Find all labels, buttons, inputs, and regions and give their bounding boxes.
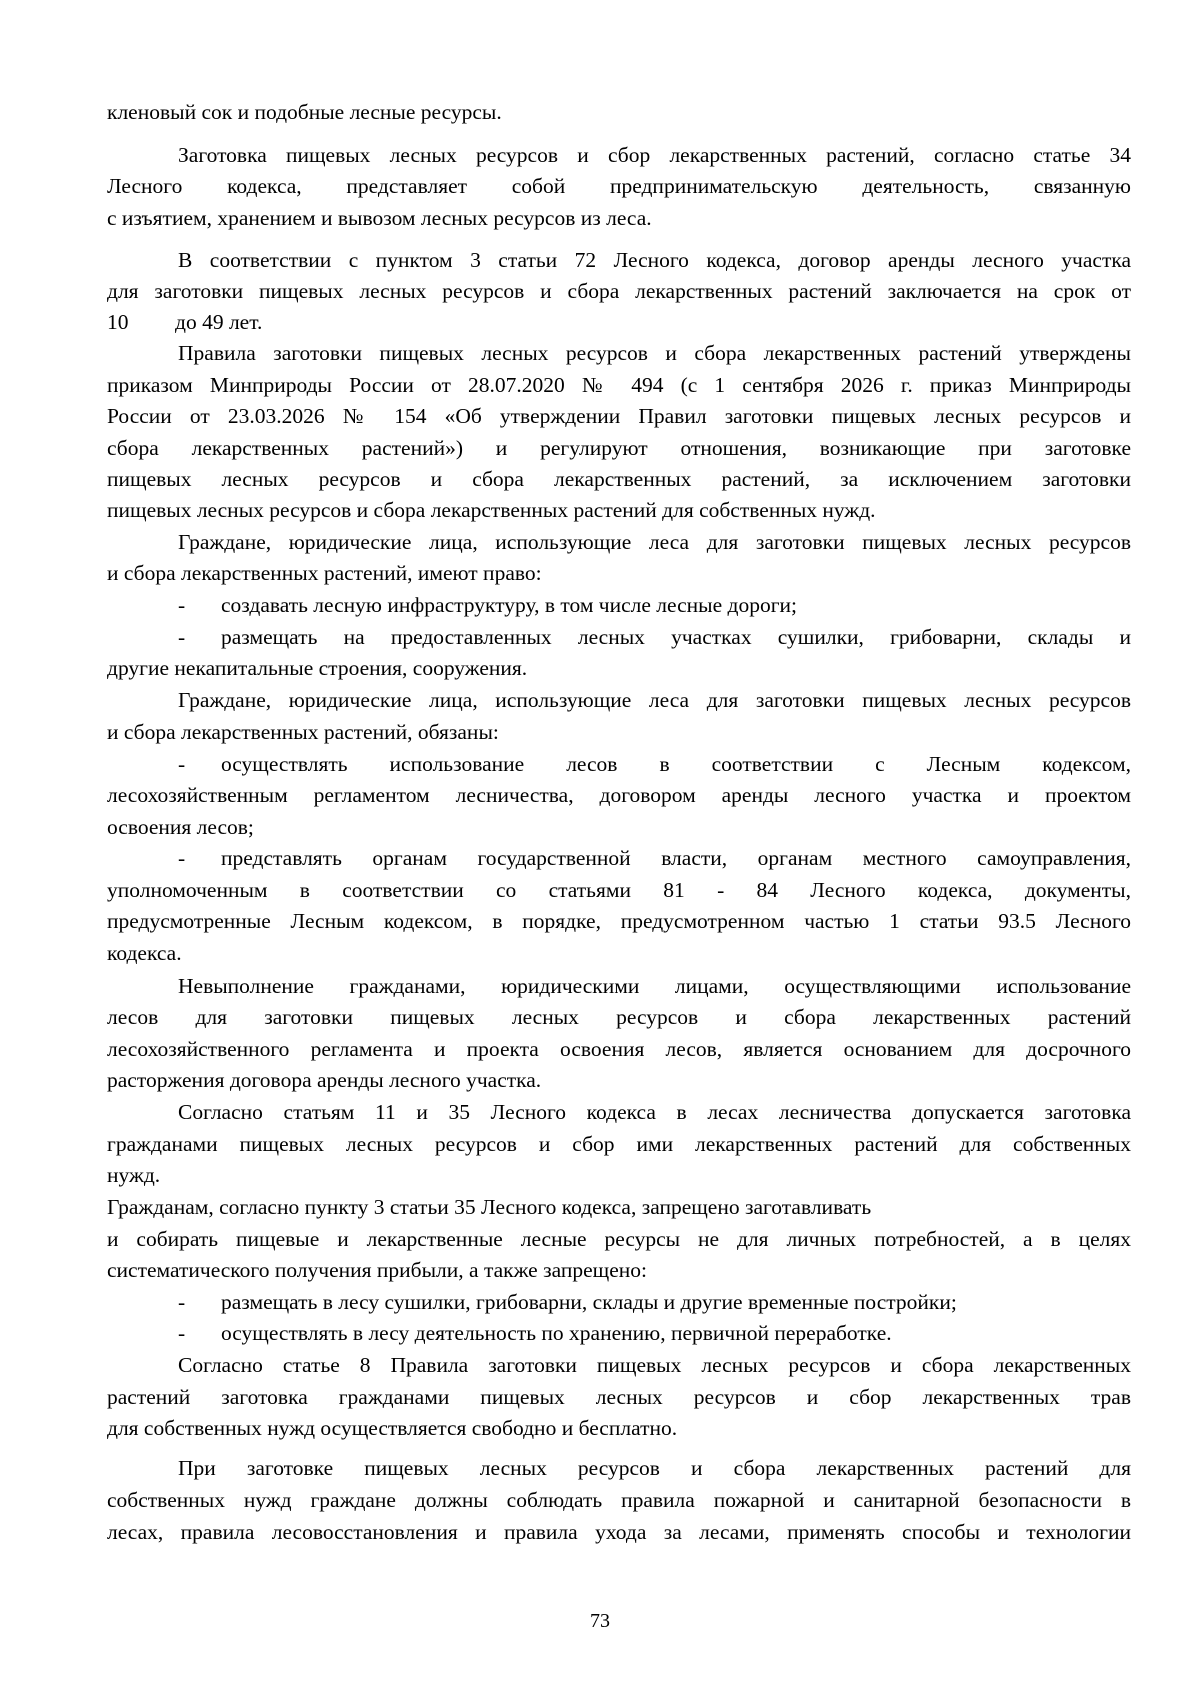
bullet-item bbox=[178, 748, 1131, 780]
bullet-dash: - bbox=[178, 1321, 186, 1345]
text-line: пищевых лесных ресурсов и сбора лекарственных растений для собственных нужд. bbox=[107, 498, 876, 522]
bullet-text: представлять органам государственной власти, органам местного самоуправления, bbox=[221, 846, 1131, 870]
text-line: кодекса. bbox=[107, 941, 182, 965]
text-line: и сбора лекарственных растений, обязаны: bbox=[107, 720, 499, 744]
text-line: лесах, правила лесовосстановления и правила ухода за лесами, применять способы и технологии bbox=[107, 1520, 1131, 1544]
bullet-item bbox=[178, 1317, 1131, 1349]
text-line: гражданами пищевых лесных ресурсов и сбор ими лекарственных растений для собственных bbox=[107, 1132, 1131, 1156]
term-end-text: до 49 лет. bbox=[175, 310, 263, 334]
paragraph-first-line: При заготовке пищевых лесных ресурсов и сбора лекарственных растений для bbox=[178, 1456, 1131, 1480]
bullet-item bbox=[178, 589, 1131, 621]
bullet-dash: - bbox=[178, 593, 186, 617]
paragraph-first-line: Невыполнение гражданами, юридическими лицами, осуществляющими использование bbox=[178, 974, 1131, 998]
paragraph-first-line: Согласно статье 8 Правила заготовки пищевых лесных ресурсов и сбора лекарственных bbox=[178, 1353, 1131, 1377]
text-line: расторжения договора аренды лесного участка. bbox=[107, 1068, 542, 1092]
text-line: Лесного кодекса, представляет собой предпринимательскую деятельность, связанную bbox=[107, 174, 1131, 198]
text-line: уполномоченным в соответствии со статьями 81 - 84 Лесного кодекса, документы, bbox=[107, 878, 1131, 902]
text-line: лесохозяйственного регламента и проекта освоения лесов, является основанием для досрочного bbox=[107, 1037, 1131, 1061]
text-line: сбора лекарственных растений») и регулируют отношения, возникающие при заготовке bbox=[107, 436, 1131, 460]
bullet-item bbox=[178, 621, 1131, 653]
text-line: для собственных нужд осуществляется свободно и бесплатно. bbox=[107, 1416, 678, 1440]
text-line: России от 23.03.2026 № 154 «Об утверждении Правил заготовки пищевых лесных ресурсов и bbox=[107, 404, 1131, 428]
paragraph-first-line: Правила заготовки пищевых лесных ресурсов и сбора лекарственных растений утверждены bbox=[178, 341, 1131, 365]
text-line: Гражданам, согласно пункту 3 статьи 35 Лесного кодекса, запрещено заготавливать bbox=[107, 1195, 872, 1219]
bullet-dash: - bbox=[178, 1290, 186, 1314]
text-line: и сбора лекарственных растений, имеют право: bbox=[107, 561, 542, 585]
text-line: для заготовки пищевых лесных ресурсов и сбора лекарственных растений заключается на срок от bbox=[107, 279, 1131, 303]
bullet-text: размещать в лесу сушилки, грибоварни, склады и другие временные постройки; bbox=[221, 1290, 957, 1314]
paragraph-first-line: Согласно статьям 11 и 35 Лесного кодекса в лесах лесничества допускается заготовка bbox=[178, 1100, 1131, 1124]
text-line: нужд. bbox=[107, 1163, 161, 1187]
text-line: освоения лесов; bbox=[107, 815, 254, 839]
bullet-dash: - bbox=[178, 752, 186, 776]
text-line: с изъятием, хранением и вывозом лесных ресурсов из леса. bbox=[107, 206, 652, 230]
bullet-text: размещать на предоставленных лесных участках сушилки, грибоварни, склады и bbox=[221, 625, 1131, 649]
text-line: лесохозяйственным регламентом лесничества, договором аренды лесного участка и проектом bbox=[107, 783, 1131, 807]
text-line: кленовый сок и подобные лесные ресурсы. bbox=[107, 100, 502, 124]
text-line: собственных нужд граждане должны соблюдать правила пожарной и санитарной безопасности в bbox=[107, 1488, 1131, 1512]
bullet-dash: - bbox=[178, 625, 186, 649]
bullet-item bbox=[178, 842, 1131, 874]
text-line: пищевых лесных ресурсов и сбора лекарственных растений, за исключением заготовки bbox=[107, 467, 1131, 491]
text-line bbox=[107, 306, 1131, 338]
page-number: 73 bbox=[590, 1610, 610, 1632]
paragraph-first-line: Граждане, юридические лица, использующие леса для заготовки пищевых лесных ресурсов bbox=[178, 688, 1131, 712]
text-line: приказом Минприроды России от 28.07.2020 № 494 (с 1 сентября 2026 г. приказ Минприроды bbox=[107, 373, 1131, 397]
text-line: лесов для заготовки пищевых лесных ресурсов и сбора лекарственных растений bbox=[107, 1005, 1131, 1029]
text-line: другие некапитальные строения, сооружения. bbox=[107, 656, 528, 680]
bullet-text: создавать лесную инфраструктуру, в том числе лесные дороги; bbox=[221, 593, 798, 617]
paragraph-first-line: В соответствии с пунктом 3 статьи 72 Лесного кодекса, договор аренды лесного участка bbox=[178, 248, 1131, 272]
paragraph-first-line: Граждане, юридические лица, использующие леса для заготовки пищевых лесных ресурсов bbox=[178, 530, 1131, 554]
bullet-item bbox=[178, 1286, 1131, 1318]
bullet-dash: - bbox=[178, 846, 186, 870]
text-line: систематического получения прибыли, а также запрещено: bbox=[107, 1258, 647, 1282]
paragraph-first-line: Заготовка пищевых лесных ресурсов и сбор лекарственных растений, согласно статье 34 bbox=[178, 143, 1131, 167]
bullet-text: осуществлять в лесу деятельность по хранению, первичной переработке. bbox=[221, 1321, 892, 1345]
text-line: растений заготовка гражданами пищевых лесных ресурсов и сбор лекарственных трав bbox=[107, 1385, 1131, 1409]
text-line: и собирать пищевые и лекарственные лесные ресурсы не для личных потребностей, а в целях bbox=[107, 1227, 1131, 1251]
term-start-number: 10 bbox=[107, 310, 129, 334]
bullet-text: осуществлять использование лесов в соответствии с Лесным кодексом, bbox=[221, 752, 1131, 776]
text-line: предусмотренные Лесным кодексом, в порядке, предусмотренном частью 1 статьи 93.5 Лесного bbox=[107, 909, 1131, 933]
